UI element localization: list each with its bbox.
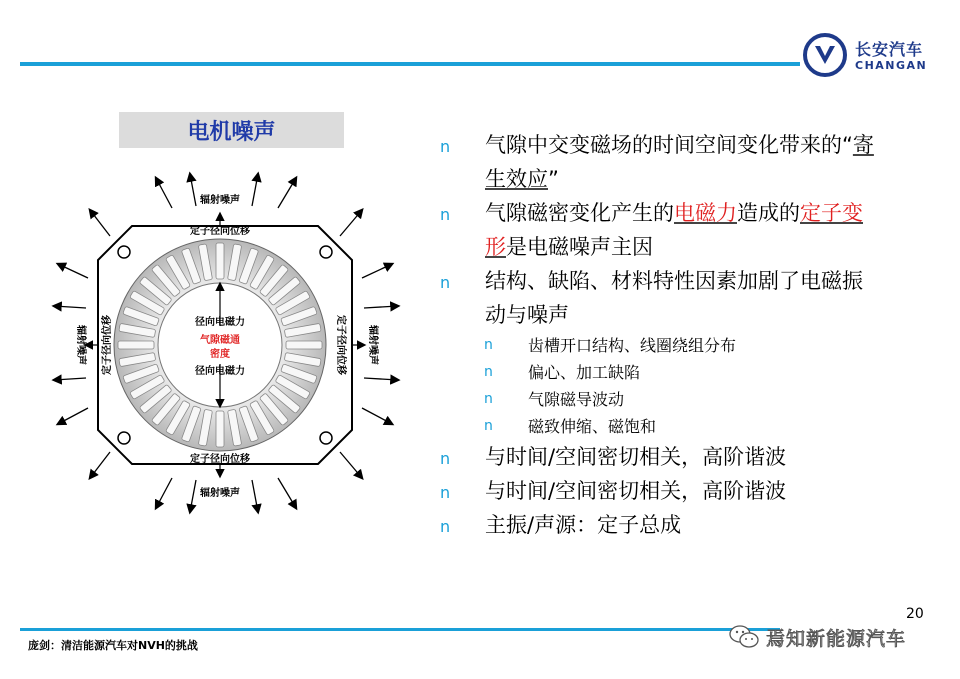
bullet-marker: n	[440, 449, 451, 468]
bullet-item	[440, 196, 880, 264]
bullet-marker: n	[440, 273, 451, 292]
label-radiated-noise-right: 辐射噪声	[367, 325, 378, 365]
sub-bullet-text: 偏心、加工缺陷	[528, 363, 641, 382]
bullet-item	[440, 128, 880, 196]
bullet-text: 造成的	[737, 201, 800, 225]
sub-bullet-text: 齿槽开口结构、线圈绕组分布	[528, 336, 737, 355]
label-airgap-flux-2: 密度	[210, 349, 230, 360]
bullet-item	[440, 264, 880, 332]
bullet-marker: n	[440, 137, 451, 156]
sub-bullet-item	[440, 332, 880, 359]
sub-bullet-item	[440, 386, 880, 413]
bullet-text: 与时间/空间密切相关，高阶谐波	[485, 479, 787, 503]
stator-slot	[216, 411, 224, 447]
sub-bullet-item	[440, 359, 880, 386]
footer-citation: 庞剑：清洁能源汽车对NVH的挑战	[28, 639, 198, 652]
changan-logo	[803, 33, 943, 79]
wechat-icon	[728, 623, 760, 651]
stator-slot	[118, 341, 154, 349]
bullet-item	[440, 508, 880, 542]
bullet-emphasis: 定子变形	[485, 201, 863, 259]
bullet-marker: n	[440, 517, 451, 536]
footer-rule	[20, 628, 780, 631]
label-stator-disp-left: 定子径向位移	[102, 315, 113, 375]
bullet-underlined: 寄生效应	[485, 133, 874, 191]
page-number: 20	[906, 606, 924, 622]
bullet-item	[440, 474, 880, 508]
v-emblem-icon	[813, 44, 837, 66]
label-stator-disp-bottom: 定子径向位移	[190, 454, 250, 465]
label-radiated-noise-left: 辐射噪声	[75, 325, 86, 365]
bullet-text: 气隙中交变磁场的时间空间变化带来的“	[485, 133, 853, 157]
label-stator-disp-top: 定子径向位移	[190, 226, 250, 237]
changan-v-badge-icon	[803, 33, 847, 77]
label-radiated-noise-top: 辐射噪声	[200, 195, 240, 206]
bullet-item	[440, 440, 880, 474]
sub-bullet-text: 气隙磁导波动	[528, 390, 625, 409]
label-radial-force-top: 径向电磁力	[195, 317, 245, 328]
brand-name-cn: 长安汽车	[855, 40, 924, 59]
bullet-text: 气隙磁密变化产生的	[485, 201, 674, 225]
stator-slot	[286, 341, 322, 349]
sub-bullet-marker: n	[484, 364, 493, 380]
sub-bullet-text: 磁致伸缩、磁饱和	[528, 417, 657, 436]
bullet-text: 与时间/空间密切相关，高阶谐波	[485, 445, 787, 469]
bullet-marker: n	[440, 205, 451, 224]
label-stator-disp-right: 定子径向位移	[335, 315, 346, 375]
bullet-text: 主振/声源：定子总成	[485, 513, 682, 537]
sub-bullet-item	[440, 413, 880, 440]
bullet-list	[440, 128, 880, 542]
header-rule	[20, 62, 800, 66]
motor-noise-diagram	[40, 168, 410, 518]
bullet-text: 是电磁噪声主因	[506, 235, 653, 259]
bullet-text: 结构、缺陷、材料特性因素加剧了电磁振动与噪声	[485, 269, 863, 327]
bullet-marker: n	[440, 483, 451, 502]
slide-title-box	[119, 112, 344, 148]
watermark-text: 焉知新能源汽车	[766, 627, 907, 650]
label-radial-force-bottom: 径向电磁力	[195, 366, 245, 377]
bullet-emphasis: 电磁力	[674, 201, 737, 225]
sub-bullet-marker: n	[484, 418, 493, 434]
bullet-text: ”	[548, 167, 559, 191]
brand-name-en: CHANGAN	[855, 59, 928, 72]
sub-bullet-marker: n	[484, 337, 493, 353]
label-airgap-flux-1: 气隙磁通	[200, 335, 240, 346]
slide-title: 电机噪声	[187, 119, 276, 145]
watermark	[728, 622, 906, 652]
sub-bullet-marker: n	[484, 391, 493, 407]
label-radiated-noise-bottom: 辐射噪声	[200, 488, 240, 499]
stator-slot	[216, 243, 224, 279]
